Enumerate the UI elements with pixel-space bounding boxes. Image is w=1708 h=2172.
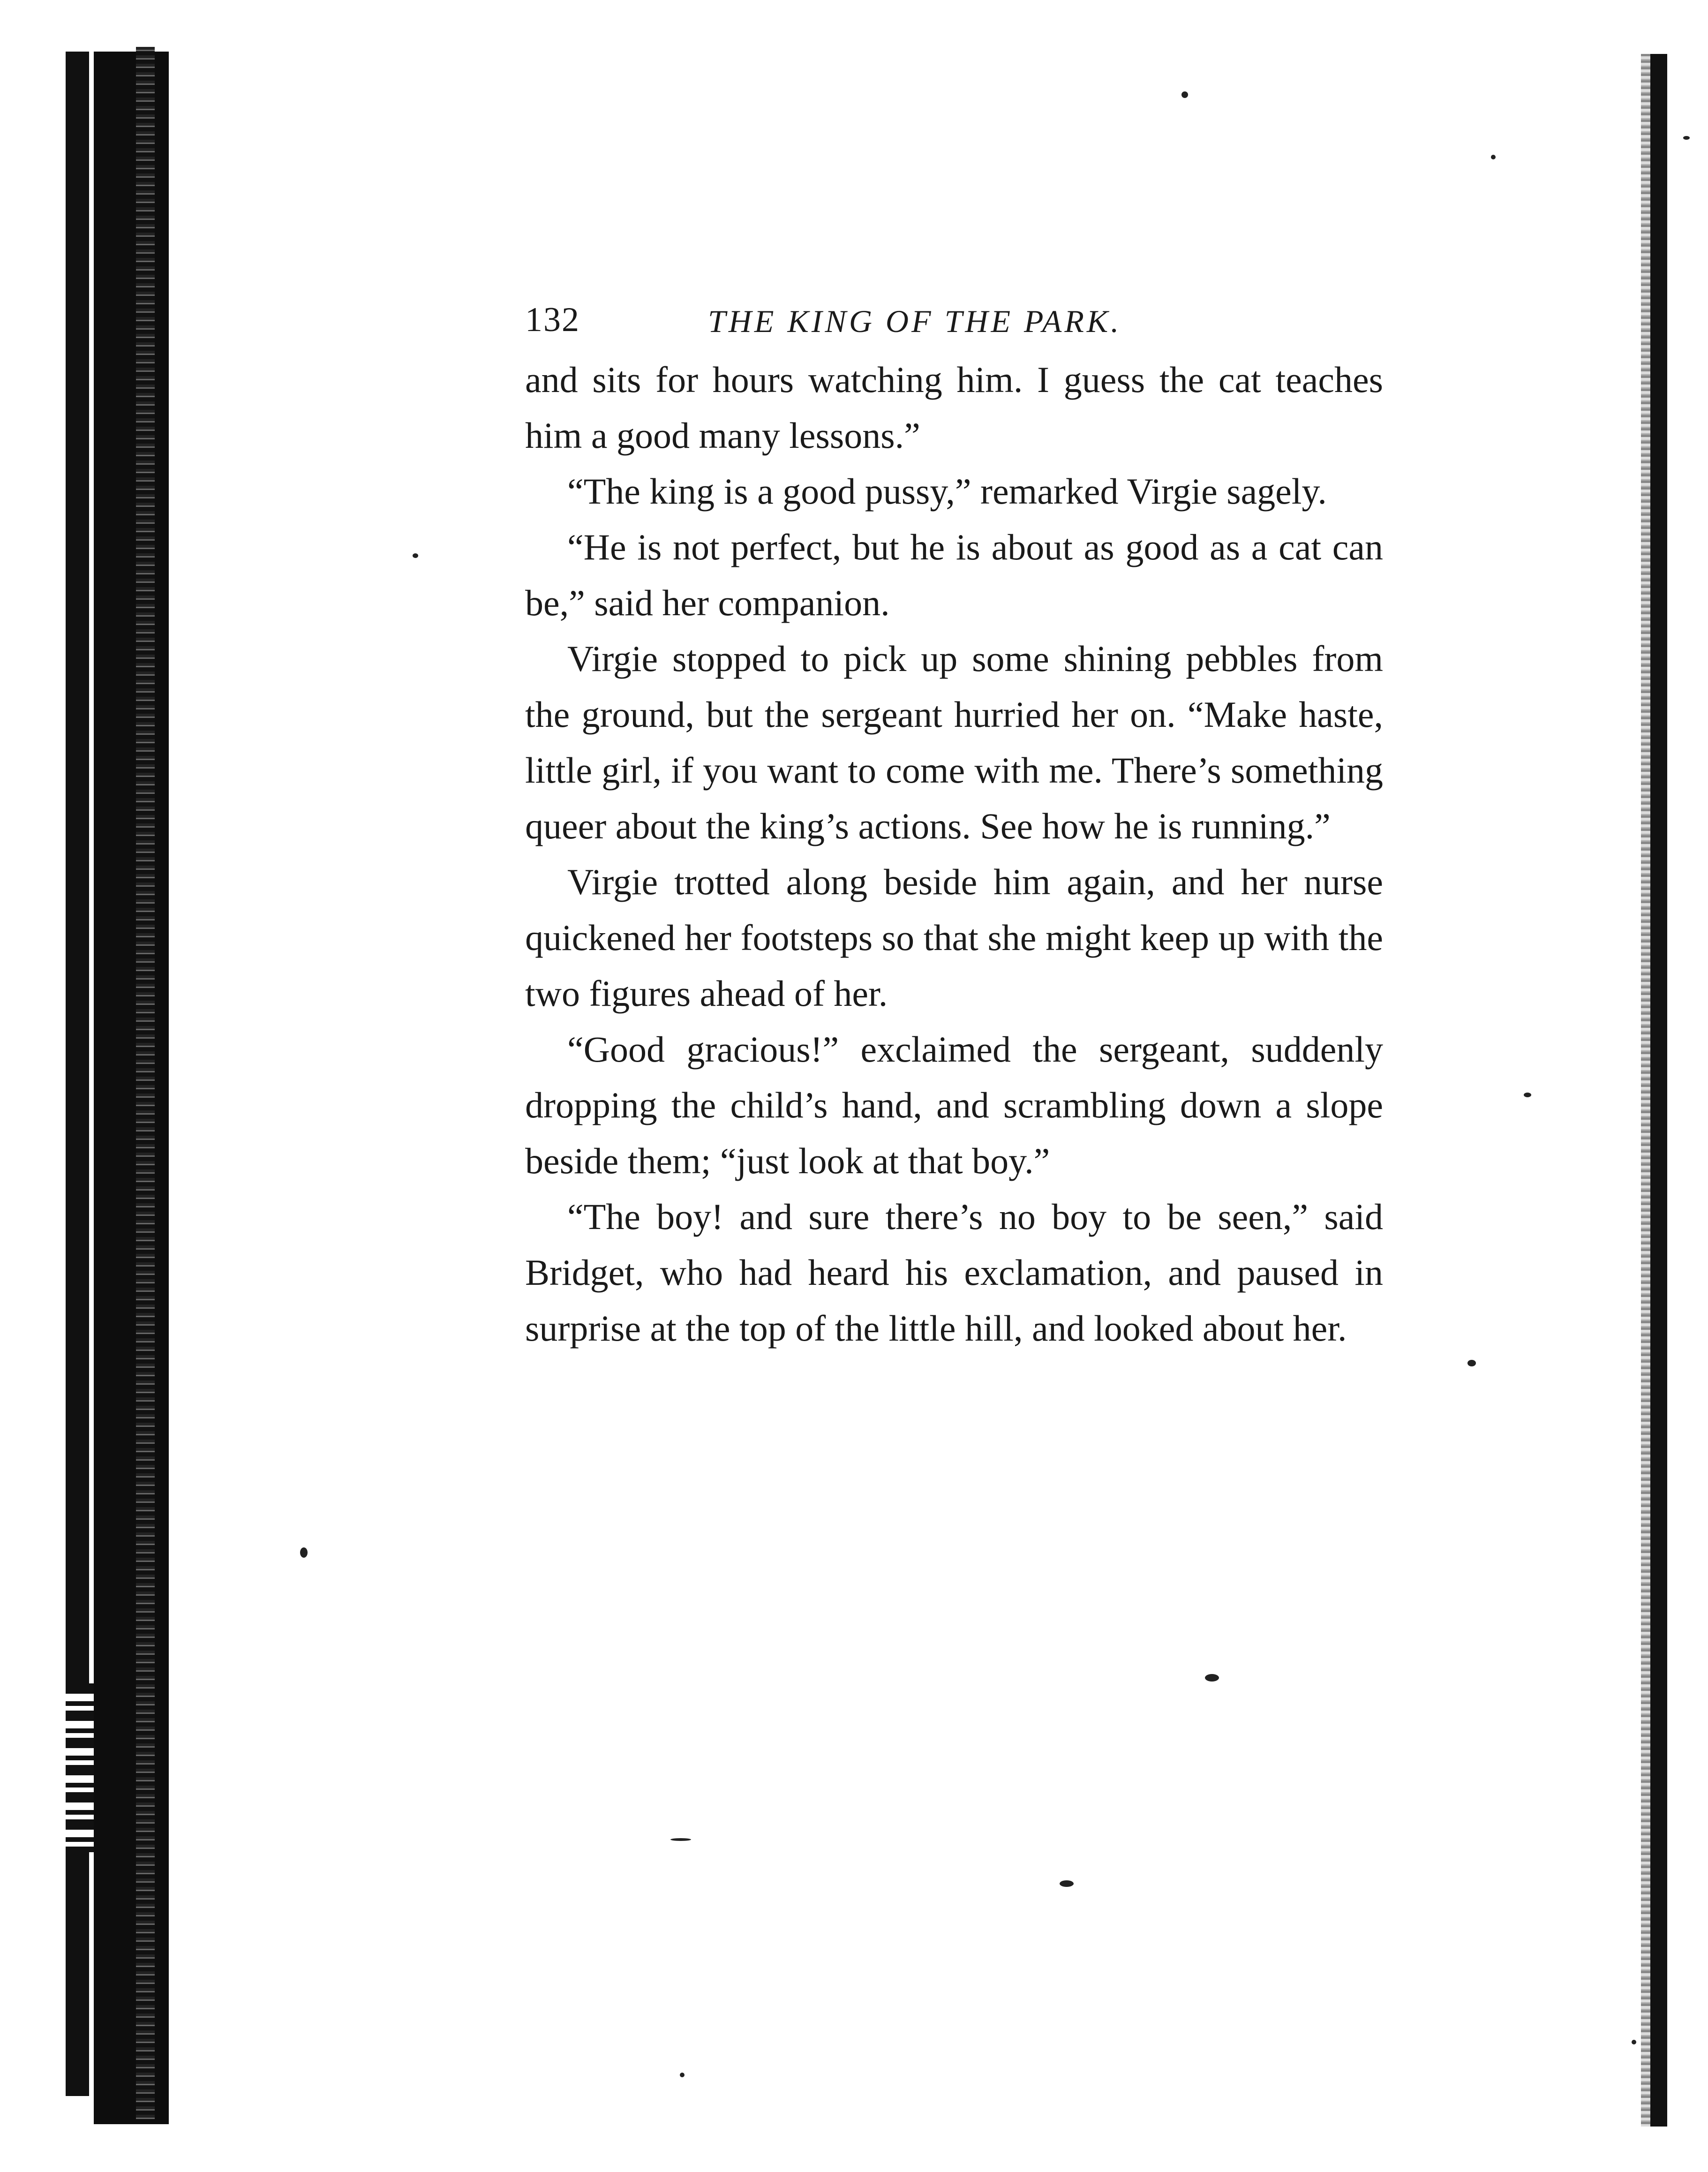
speck	[1205, 1674, 1219, 1682]
book-page	[525, 300, 1383, 1356]
speck	[413, 553, 418, 558]
speck	[1060, 1880, 1074, 1887]
speck	[1181, 91, 1188, 98]
paragraph: “The king is a good pussy,” remarked Virgie sagely.	[567, 471, 1327, 512]
running-title: THE KING OF THE PARK.	[708, 303, 1122, 339]
speck	[1491, 155, 1496, 159]
speck	[300, 1547, 308, 1558]
paragraph: Virgie trotted along beside him again, and her nurse quickened her footsteps so that she might keep up with the two figures ahead of her.	[525, 861, 1383, 1014]
paragraph: “Good gracious!” exclaimed the sergeant, suddenly dropping the child’s hand, and scrambling down a slope beside them; “just look at that boy.”	[525, 1029, 1383, 1181]
barcode-marks	[66, 1683, 94, 1852]
running-head	[525, 300, 1383, 352]
speck	[1467, 1360, 1476, 1366]
paragraph: “He is not perfect, but he is about as good as a cat can be,” said her companion.	[525, 527, 1383, 623]
paragraph: Virgie stopped to pick up some shining pebbles from the ground, but the sergeant hurried her on. “Make haste, little girl, if you want to come with me. There’s something queer about the king’s actions. See how he is running.”	[525, 638, 1383, 846]
speck	[1632, 2040, 1636, 2044]
speck	[680, 2073, 685, 2077]
paragraph: and sits for hours watching him. I guess the cat teaches him a good many lessons.”	[525, 359, 1383, 456]
scan-edge-left-texture	[136, 47, 155, 2119]
page-number: 132	[525, 301, 580, 339]
speck	[670, 1838, 691, 1841]
paragraph: “The boy! and sure there’s no boy to be seen,” said Bridget, who had heard his exclamation, and paused in surprise at the top of the little hill, and looked about her.	[525, 1196, 1383, 1349]
speck	[1683, 136, 1690, 140]
scan-edge-left	[94, 52, 169, 2124]
body-text	[525, 352, 1383, 1356]
scan-edge-right	[1650, 54, 1667, 2127]
speck	[1524, 1093, 1531, 1097]
scan-edge-right-texture	[1641, 54, 1650, 2127]
